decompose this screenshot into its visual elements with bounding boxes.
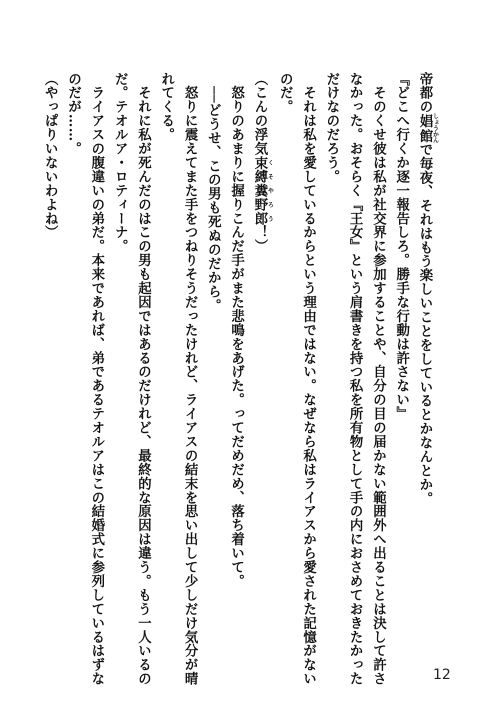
text-line: のだが……。 — [65, 72, 82, 156]
text-line: だ。テオルア・ロティーナ。 — [112, 72, 129, 254]
text-line: だけなのだろう。 — [323, 72, 340, 184]
text-line: それに私が死んだのはこの男も起因ではあるのだけれど、最終的な原因は違う。もう一人いるの — [135, 72, 152, 686]
ruby-annotation: 束縛糞野郎くそやろう — [251, 155, 274, 226]
text-line: のだ。 — [277, 72, 294, 114]
text-line: それは私を愛しているからという理由ではない。なぜなら私はライアスから愛された記憶がない — [300, 72, 317, 686]
text-line: 怒りのあまりに握りこんだ手がまた悲鳴をあげた。ってだめだめ、落ち着いて。 — [228, 72, 245, 589]
text-line: そのくせ彼は私が社交界に参加することや、自分の目の届かない範囲外へ出ることは決して許さ — [370, 72, 387, 686]
ruby-annotation: 娼館しょうかん — [417, 113, 439, 144]
text-line: なかった。おそらく『王女』という肩書きを持つ私を所有物として手の内におさめておきたかった — [347, 72, 364, 686]
page-number: 12 — [433, 667, 451, 683]
text-line: （こんの浮気束縛糞野郎くそやろう！） — [251, 72, 274, 254]
text-line: れてくる。 — [158, 72, 175, 142]
text-line: （やっぱりいないわよね） — [42, 72, 59, 240]
text-line: ──どうせ、この男も死ぬのだから。 — [205, 72, 222, 313]
vertical-text-block — [42, 72, 439, 686]
text-line: 『どこへ行くか逐一報告しろ。勝手な行動は許さない』 — [393, 72, 410, 421]
text-line: 帝都の娼館しょうかんで毎夜、それはもう楽しいことをしているとかなんとか。 — [417, 72, 439, 506]
text-line: ライアスの腹違いの弟だ。本来であれば、弟であるテオルアはこの結婚式に参列しているはずな — [88, 72, 105, 686]
text-line: 怒りに震えてまた手をつねりそうだったけれど、ライアスの結末を思い出して少しだけ気分が晴 — [182, 72, 199, 686]
